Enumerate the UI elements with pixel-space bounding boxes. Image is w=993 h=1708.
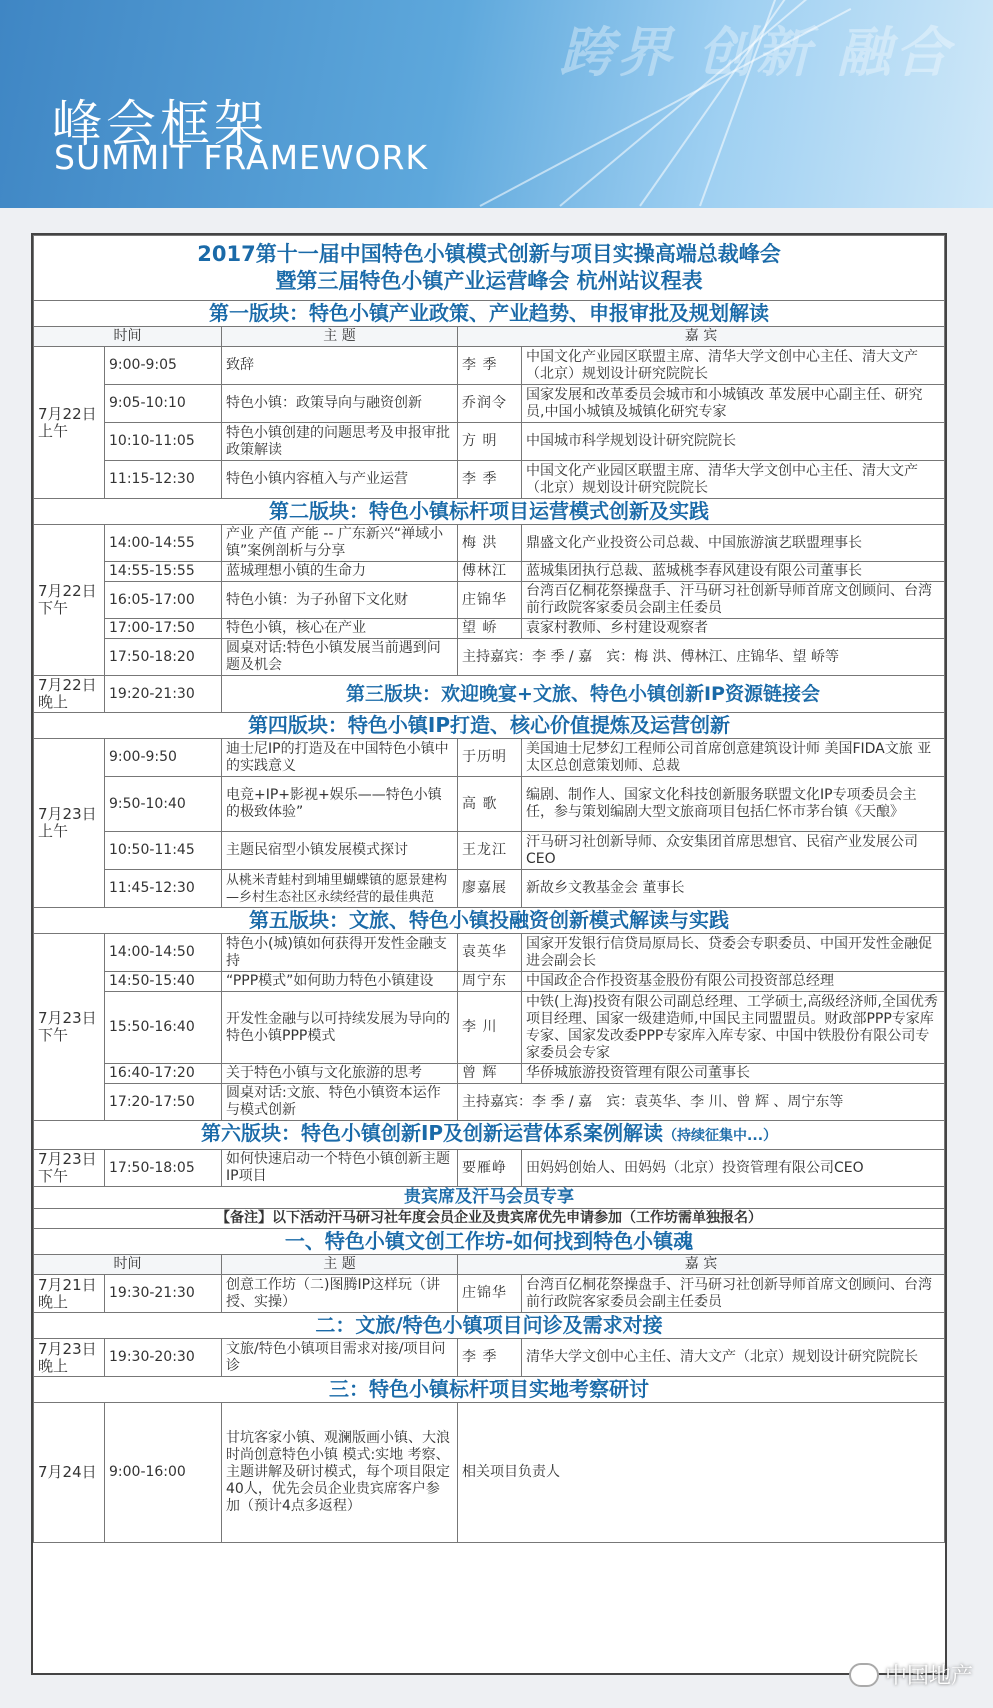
topic-cell: 圆桌对话:特色小镇发展当前遇到问题及机会	[222, 639, 458, 676]
time-cell: 17:50-18:05	[105, 1150, 222, 1187]
speaker-name: 李 季	[458, 461, 522, 499]
ongoing-note: （持续征集中...）	[663, 1128, 778, 1144]
date-cell: 7月23日下午	[34, 934, 105, 1121]
topic-cell: 创意工作坊（二)图腾IP这样玩（讲授、实操）	[222, 1275, 458, 1313]
agenda-table	[33, 235, 945, 1543]
speaker-name: 方 明	[458, 423, 522, 461]
section-title: 第一版块：特色小镇产业政策、产业趋势、申报审批及规划解读	[34, 301, 945, 327]
time-cell: 19:20-21:30	[105, 676, 222, 713]
speaker-name: 乔润令	[458, 385, 522, 423]
section-title: 第二版块：特色小镇标杆项目运营模式创新及实践	[34, 499, 945, 525]
speaker-title: 鼎盛文化产业投资公司总裁、中国旅游演艺联盟理事长	[522, 525, 945, 562]
section-title	[34, 1121, 945, 1150]
time-cell: 14:00-14:50	[105, 934, 222, 972]
agenda-frame	[31, 233, 947, 1675]
speaker-name: 庄锦华	[458, 582, 522, 619]
speaker-title: 国家发展和改革委员会城市和小城镇改 革发展中心副主任、研究员,中国小城镇及城镇化研究专家	[522, 385, 945, 423]
time-cell: 9:00-9:50	[105, 739, 222, 777]
roundtable-guests: 主持嘉宾：李 季 / 嘉 宾：梅 洪、傅林江、庄锦华、望 峤等	[458, 639, 945, 676]
agenda-title	[34, 236, 945, 301]
speaker-title: 美国迪士尼梦幻工程师公司首席创意建筑设计师 美国FIDA文旅 亚太区总创意策划师、总裁	[522, 739, 945, 777]
speaker-name: 王龙江	[458, 832, 522, 870]
time-cell: 9:05-10:10	[105, 385, 222, 423]
time-cell: 16:40-17:20	[105, 1064, 222, 1084]
topic-cell: 特色小(城)镇如何获得开发性金融支持	[222, 934, 458, 972]
speaker-title: 汗马研习社创新导师、众安集团首席思想官、民宿产业发展公司CEO	[522, 832, 945, 870]
speaker-name: 李 川	[458, 992, 522, 1064]
header-topic: 主 题	[222, 327, 458, 347]
speaker-name: 李 季	[458, 1339, 522, 1377]
topic-cell: 圆桌对话:文旅、特色小镇资本运作与模式创新	[222, 1084, 458, 1121]
topic-cell: 特色小镇内容植入与产业运营	[222, 461, 458, 499]
speaker-name: 周宁东	[458, 972, 522, 992]
section-title: 第四版块：特色小镇IP打造、核心价值提炼及运营创新	[34, 713, 945, 739]
time-cell: 19:30-20:30	[105, 1339, 222, 1377]
topic-cell: 开发性金融与以可持续发展为导向的特色小镇PPP模式	[222, 992, 458, 1064]
time-cell: 19:30-21:30	[105, 1275, 222, 1313]
section-title-text: 第六版块：特色小镇创新IP及创新运营体系案例解读	[200, 1121, 664, 1145]
speaker-title: 台湾百亿桐花祭操盘手、汗马研习社创新导师首席文创顾问、台湾前行政院客家委员会副主任委员	[522, 582, 945, 619]
roundtable-guests: 主持嘉宾：李 季 / 嘉 宾：袁英华、李 川、曾 辉 、周宁东等	[458, 1084, 945, 1121]
agenda-title-line2: 暨第三届特色小镇产业运营峰会 杭州站议程表	[275, 269, 703, 293]
vip-note: 【备注】以下活动汗马研习社年度会员企业及贵宾席优先申请参加（工作坊需单独报名）	[34, 1209, 945, 1229]
speaker-name: 廖嘉展	[458, 870, 522, 908]
time-cell: 11:15-12:30	[105, 461, 222, 499]
date-cell: 7月22日上午	[34, 347, 105, 499]
topic-cell: 致辞	[222, 347, 458, 385]
header-guest: 嘉 宾	[458, 327, 945, 347]
workshop-title: 一、特色小镇文创工作坊-如何找到特色小镇魂	[34, 1229, 945, 1255]
time-cell: 14:50-15:40	[105, 972, 222, 992]
speaker-name: 梅 洪	[458, 525, 522, 562]
topic-cell: 产业 产值 产能 -- 广东新兴“禅域小镇”案例剖析与分享	[222, 525, 458, 562]
date-cell: 7月24日	[34, 1403, 105, 1543]
section-title: 第三版块：欢迎晚宴+文旅、特色小镇创新IP资源链接会	[222, 676, 945, 713]
header-time: 时间	[34, 1255, 222, 1275]
watermark	[849, 1659, 973, 1690]
page-title: 峰会框架	[52, 95, 268, 153]
speaker-name: 袁英华	[458, 934, 522, 972]
banner-slogan: 跨界 创新 融合	[559, 21, 953, 84]
date-cell: 7月23日下午	[34, 1150, 105, 1187]
wechat-icon	[849, 1663, 879, 1687]
time-cell: 10:50-11:45	[105, 832, 222, 870]
date-cell: 7月21日晚上	[34, 1275, 105, 1313]
date-cell: 7月22日下午	[34, 525, 105, 676]
speaker-title: 中国政企合作投资基金股份有限公司投资部总经理	[522, 972, 945, 992]
time-cell: 16:05-17:00	[105, 582, 222, 619]
time-cell: 9:50-10:40	[105, 777, 222, 832]
speaker-title: 中国城市科学规划设计研究院院长	[522, 423, 945, 461]
topic-cell: 蓝城理想小镇的生命力	[222, 562, 458, 582]
speaker-title: 田妈妈创始人、田妈妈（北京）投资管理有限公司CEO	[522, 1150, 945, 1187]
topic-cell: 关于特色小镇与文化旅游的思考	[222, 1064, 458, 1084]
time-cell: 17:20-17:50	[105, 1084, 222, 1121]
time-cell: 14:55-15:55	[105, 562, 222, 582]
topic-cell: 主题民宿型小镇发展模式探讨	[222, 832, 458, 870]
header-topic: 主 题	[222, 1255, 458, 1275]
speaker-title: 编剧、制作人、国家文化科技创新服务联盟文化IP专项委员会主任，参与策划编剧大型文旅商项目包括仁怀市茅台镇《天酿》	[522, 777, 945, 832]
section-title: 第五版块：文旅、特色小镇投融资创新模式解读与实践	[34, 908, 945, 934]
speaker-name: 傅林江	[458, 562, 522, 582]
time-cell: 15:50-16:40	[105, 992, 222, 1064]
speaker-title: 国家开发银行信贷局原局长、贷委会专职委员、中国开发性金融促进会副会长	[522, 934, 945, 972]
speaker-title: 蓝城集团执行总裁、蓝城桃李春风建设有限公司董事长	[522, 562, 945, 582]
topic-cell: 如何快速启动一个特色小镇创新主题IP项目	[222, 1150, 458, 1187]
speaker-name: 望 峤	[458, 619, 522, 639]
speaker-title: 新故乡文教基金会 董事长	[522, 870, 945, 908]
page-subtitle: SUMMIT FRAMEWORK	[54, 138, 429, 177]
header-time: 时间	[34, 327, 222, 347]
speaker-name: 庄锦华	[458, 1275, 522, 1313]
header-guest: 嘉 宾	[458, 1255, 945, 1275]
topic-cell: 特色小镇：政策导向与融资创新	[222, 385, 458, 423]
topic-cell: 特色小镇创建的问题思考及申报审批政策解读	[222, 423, 458, 461]
guest-cell: 相关项目负责人	[458, 1403, 945, 1543]
speaker-name: 李 季	[458, 347, 522, 385]
topic-cell: 迪士尼IP的打造及在中国特色小镇中的实践意义	[222, 739, 458, 777]
speaker-name: 要雁峥	[458, 1150, 522, 1187]
topic-cell: 电竞+IP+影视+娱乐——特色小镇的极致体验”	[222, 777, 458, 832]
speaker-title: 袁家村教师、乡村建设观察者	[522, 619, 945, 639]
topic-cell: 甘坑客家小镇、观澜版画小镇、大浪时尚创意特色小镇 模式:实地 考察、主题讲解及研讨模式，每个项目限定40人，优先会员企业贵宾席客户参加（预计4点多返程）	[222, 1403, 458, 1543]
workshop-title: 二：文旅/特色小镇项目问诊及需求对接	[34, 1313, 945, 1339]
speaker-name: 曾 辉	[458, 1064, 522, 1084]
topic-cell: 文旅/特色小镇项目需求对接/项目问诊	[222, 1339, 458, 1377]
date-cell: 7月22日晚上	[34, 676, 105, 713]
header-banner	[0, 0, 993, 208]
speaker-title: 中铁(上海)投资有限公司副总经理、工学硕士,高级经济师,全国优秀项目经理、国家一级建造师,中国民主同盟盟员。财政部PPP专家库专家、国家发改委PPP专家库入库专家、中国中铁股份有限公司专家委员会专家	[522, 992, 945, 1064]
speaker-title: 中国文化产业园区联盟主席、清华大学文创中心主任、清大文产（北京）规划设计研究院院长	[522, 347, 945, 385]
workshop-title: 三：特色小镇标杆项目实地考察研讨	[34, 1377, 945, 1403]
watermark-text: 中国地产	[884, 1664, 973, 1689]
topic-cell: 特色小镇：为子孙留下文化财	[222, 582, 458, 619]
speaker-title: 清华大学文创中心主任、清大文产（北京）规划设计研究院院长	[522, 1339, 945, 1377]
time-cell: 9:00-9:05	[105, 347, 222, 385]
speaker-title: 中国文化产业园区联盟主席、清华大学文创中心主任、清大文产（北京）规划设计研究院院长	[522, 461, 945, 499]
time-cell: 14:00-14:55	[105, 525, 222, 562]
agenda-title-line1: 2017第十一届中国特色小镇模式创新与项目实操高端总裁峰会	[197, 242, 781, 266]
time-cell: 17:00-17:50	[105, 619, 222, 639]
time-cell: 9:00-16:00	[105, 1403, 222, 1543]
speaker-name: 高 歌	[458, 777, 522, 832]
date-cell: 7月23日晚上	[34, 1339, 105, 1377]
topic-cell: 从桃米青蛙村到埔里蝴蝶镇的愿景建构—乡村生态社区永续经营的最佳典范	[222, 870, 458, 908]
date-cell: 7月23日上午	[34, 739, 105, 908]
topic-cell: 特色小镇，核心在产业	[222, 619, 458, 639]
time-cell: 11:45-12:30	[105, 870, 222, 908]
speaker-name: 于历明	[458, 739, 522, 777]
time-cell: 17:50-18:20	[105, 639, 222, 676]
vip-title: 贵宾席及汗马会员专享	[34, 1187, 945, 1209]
topic-cell: “PPP模式”如何助力特色小镇建设	[222, 972, 458, 992]
speaker-title: 华侨城旅游投资管理有限公司董事长	[522, 1064, 945, 1084]
time-cell: 10:10-11:05	[105, 423, 222, 461]
speaker-title: 台湾百亿桐花祭操盘手、汗马研习社创新导师首席文创顾问、台湾前行政院客家委员会副主任委员	[522, 1275, 945, 1313]
